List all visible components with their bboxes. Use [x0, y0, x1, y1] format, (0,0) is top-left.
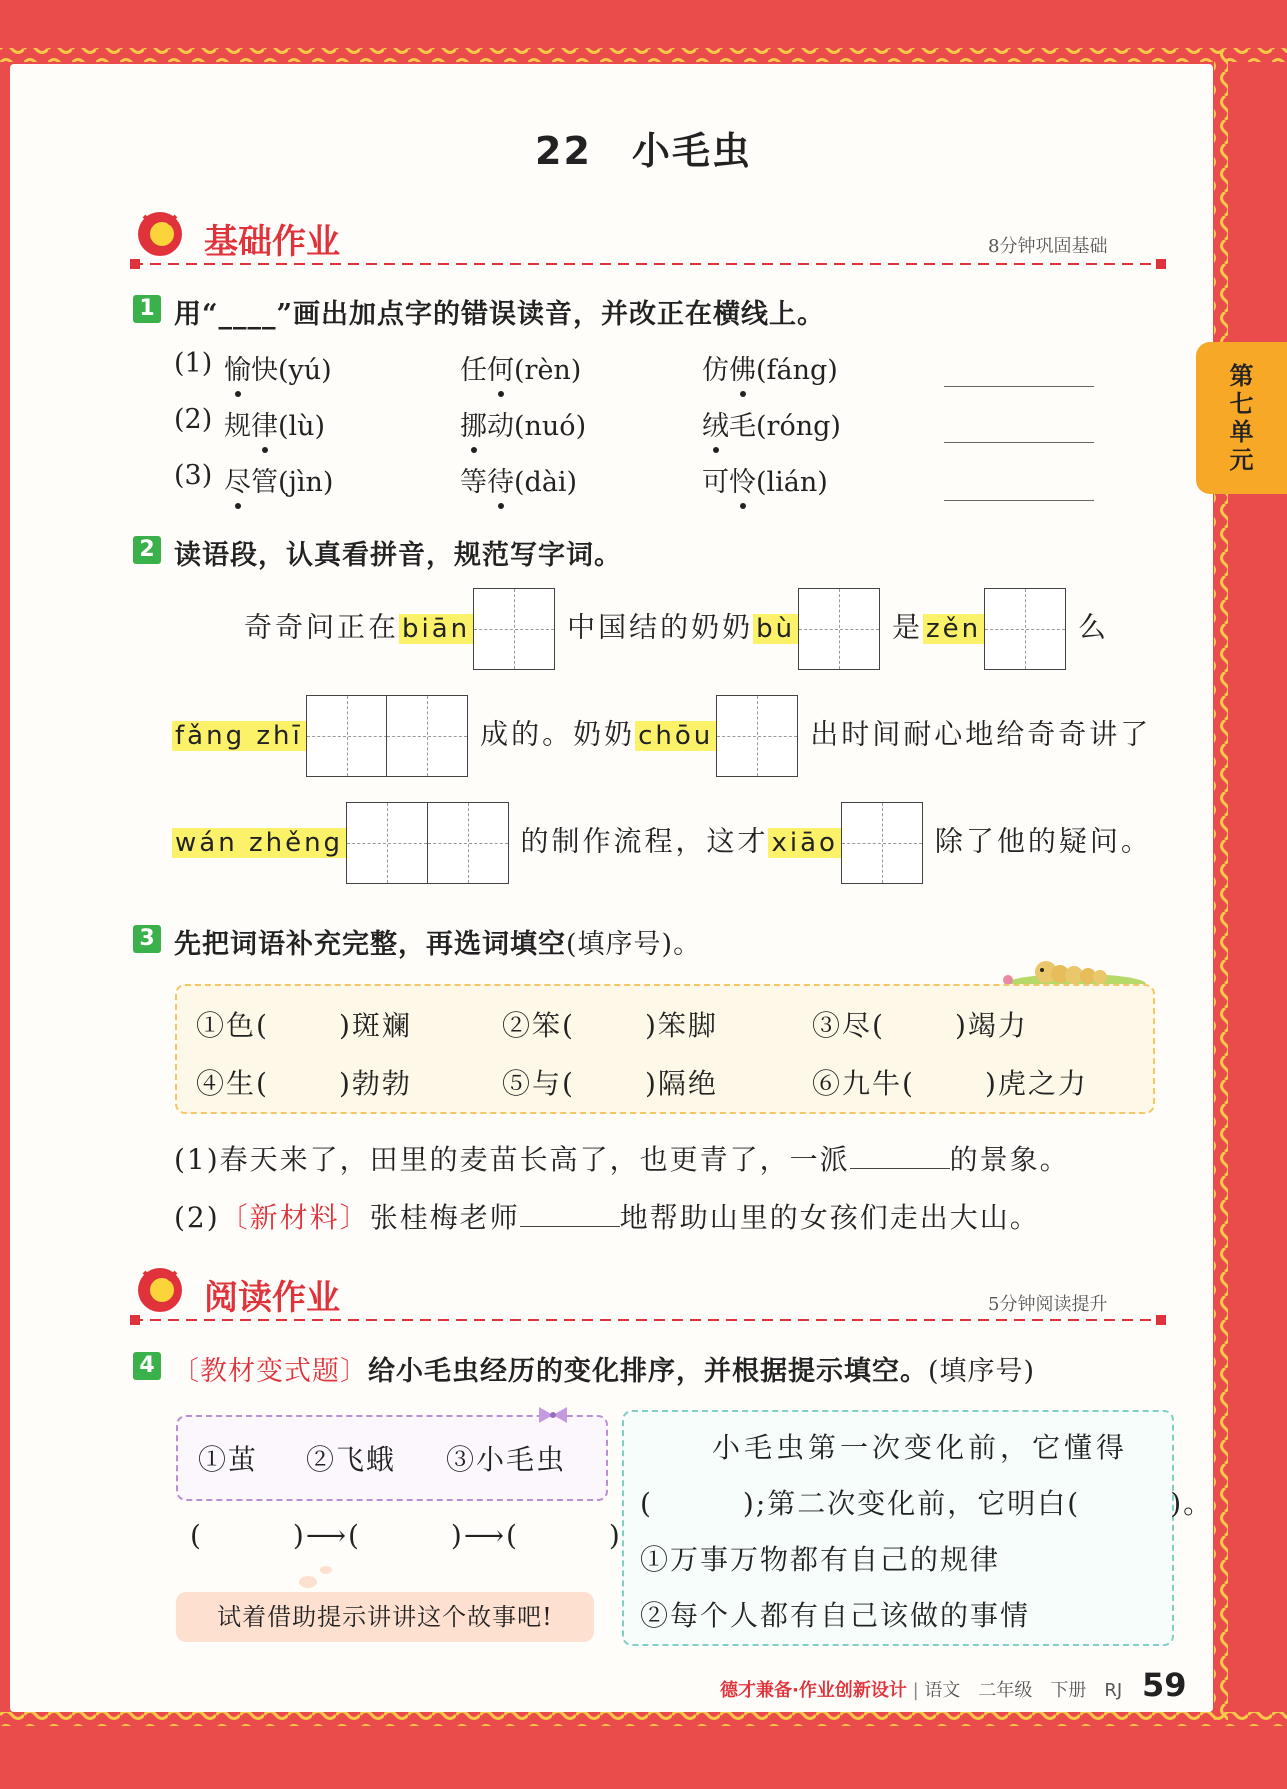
option-text-1: ①万事万物都有自己的规律	[640, 1543, 1001, 1576]
word-item: ③尽( )竭力	[812, 1009, 1028, 1042]
unit-tab-char: 第	[1229, 362, 1254, 390]
char-box[interactable]	[984, 588, 1066, 670]
q2-line-3: wán zhěng 的制作流程，这才 xiāo 除了他的疑问。	[172, 802, 1152, 884]
char-box[interactable]	[346, 802, 428, 884]
q2-line-2: fǎng zhī 成的。奶奶 chōu 出时间耐心地给奇奇讲了	[172, 695, 1151, 777]
question-prompt: 用“____”画出加点字的错误读音，并改正在横线上。	[174, 299, 826, 330]
word-item: ①色( )斑斓	[196, 1009, 412, 1042]
word-item: ④生( )勃勃	[196, 1067, 412, 1100]
answer-line[interactable]	[944, 386, 1094, 387]
char-box[interactable]	[798, 588, 880, 670]
word-item: ②笨( )笨脚	[502, 1009, 718, 1042]
q1-item: 愉快(yú)	[224, 348, 332, 387]
question-prompt: 〔教材变式题〕给小毛虫经历的变化排序，并根据提示填空。(填序号)	[172, 1356, 1036, 1387]
char-box[interactable]	[386, 695, 468, 777]
question-number: 4	[133, 1352, 161, 1380]
speech-dots-icon	[294, 1560, 344, 1590]
q1-item: 仿佛(fáng)	[702, 348, 838, 387]
q1-item: 规律(lù)	[224, 404, 325, 443]
divider-end	[130, 1315, 140, 1325]
question-number: 3	[133, 925, 161, 953]
divider-end	[1156, 1315, 1166, 1325]
section-title-reading: 阅读作业	[204, 1278, 340, 1318]
option-item: ③小毛虫	[446, 1443, 567, 1476]
lantern-icon	[132, 206, 188, 262]
char-box[interactable]	[427, 802, 509, 884]
q1-item: 尽管(jìn)	[224, 460, 333, 499]
option-item: ①茧	[198, 1443, 259, 1476]
q1-item: 等待(dài)	[460, 460, 577, 499]
option-text-2: ②每个人都有自己该做的事情	[640, 1599, 1031, 1632]
question-number: 1	[133, 295, 161, 323]
answer-line[interactable]	[944, 500, 1094, 501]
char-box[interactable]	[473, 588, 555, 670]
question-number: 2	[133, 536, 161, 564]
footer-info: 德才兼备·作业创新设计 | 语文 二年级 下册 RJ	[720, 1680, 1123, 1701]
q3-sentence-2: (2)〔新材料〕张桂梅老师 地帮助山里的女孩们走出大山。	[174, 1201, 1040, 1234]
page-number: 59	[1142, 1666, 1187, 1704]
fill-text-2[interactable]: ( );第二次变化前，它明白( )。	[640, 1487, 1214, 1520]
unit-tab-char: 单	[1229, 418, 1254, 446]
hint-bubble: 试着借助提示讲讲这个故事吧!	[176, 1592, 594, 1642]
section-time-basic: 8分钟巩固基础	[988, 236, 1108, 257]
unit-tab-char: 元	[1229, 446, 1254, 474]
q1-item: 可怜(lián)	[702, 460, 828, 499]
char-box[interactable]	[306, 695, 388, 777]
sequence-blanks[interactable]: ( )⟶( )⟶( )	[190, 1519, 622, 1552]
unit-tab	[1196, 342, 1287, 494]
page-title: 22 小毛虫	[535, 129, 752, 173]
q1-row-label: (2)	[174, 404, 213, 435]
word-item: ⑥九牛( )虎之力	[812, 1067, 1088, 1100]
fill-text-1: 小毛虫第一次变化前，它懂得	[712, 1431, 1129, 1464]
section-time-reading: 5分钟阅读提升	[988, 1294, 1108, 1315]
q1-row-label: (1)	[174, 348, 213, 379]
char-box[interactable]	[716, 695, 798, 777]
section-divider	[132, 1319, 1162, 1321]
fill-blank[interactable]	[850, 1144, 950, 1169]
section-title-basic: 基础作业	[204, 222, 340, 262]
bow-icon	[536, 1404, 570, 1426]
q2-line-1: 奇奇问正在 biān 中国结的奶奶 bù 是 zěn 么	[244, 588, 1109, 670]
answer-line[interactable]	[944, 442, 1094, 443]
q1-row-label: (3)	[174, 460, 213, 491]
unit-tab-char: 七	[1229, 390, 1254, 418]
char-box[interactable]	[841, 802, 923, 884]
word-item: ⑤与( )隔绝	[502, 1067, 718, 1100]
q3-sentence-1: (1)春天来了，田里的麦苗长高了，也更青了，一派 的景象。	[174, 1143, 1070, 1176]
footer-brand: 德才兼备·作业创新设计	[720, 1680, 907, 1701]
footer-details: 语文 二年级 下册 RJ	[924, 1680, 1123, 1701]
q1-item: 挪动(nuó)	[460, 404, 586, 443]
divider-end	[130, 259, 140, 269]
fill-blank[interactable]	[520, 1202, 620, 1227]
question-prompt: 读语段，认真看拼音，规范写字词。	[174, 540, 622, 571]
q1-item: 任何(rèn)	[460, 348, 581, 387]
lantern-icon	[132, 1262, 188, 1318]
divider-end	[1156, 259, 1166, 269]
question-prompt: 先把词语补充完整，再选词填空(填序号)。	[174, 929, 702, 960]
q1-item: 绒毛(róng)	[702, 404, 841, 443]
option-item: ②飞蛾	[306, 1443, 397, 1476]
section-divider	[132, 263, 1162, 265]
